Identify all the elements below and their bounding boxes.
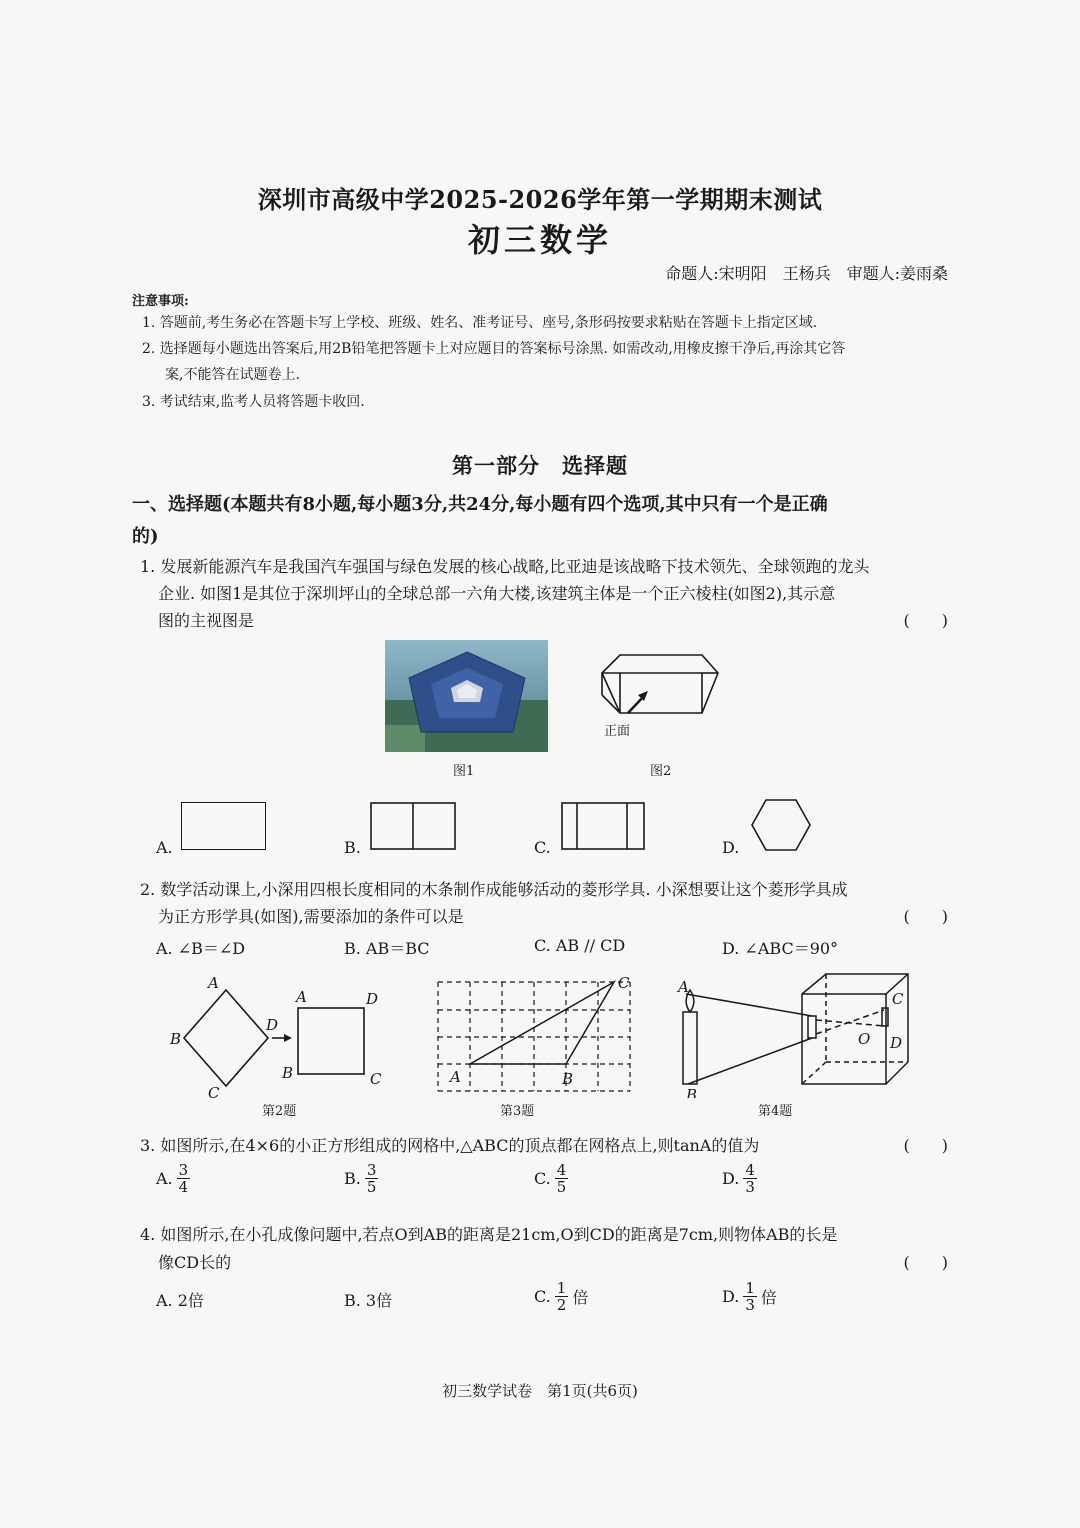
q4-answer-paren: ( ) [903, 1253, 948, 1272]
q3-grid-figure [430, 972, 640, 1097]
q4-caption: 第4题 [758, 1104, 793, 1119]
q3-option-a: A. $\frac{3}{4}$ [156, 1161, 189, 1196]
q4-label-c: C [892, 990, 904, 1008]
notice-item-1: 1. 答题前,考生务必在答题卡写上学校、班级、姓名、准考证号、座号,条形码按要求粘贴在答题卡上指定区域. [142, 315, 818, 331]
q2-label-a: A [208, 974, 219, 992]
subject-title: 初三数学 [467, 221, 612, 259]
q2-option-d: D. ∠ABC＝90° [722, 939, 839, 958]
q4-line-1: 4. 如图所示,在小孔成像问题中,若点O到AB的距离是21cm,O到CD的距离是7cm,则物体AB的长是 [140, 1225, 838, 1244]
q2-sq-label-d: D [366, 990, 379, 1008]
q4-option-c: C. $\frac{1}{2}$ 倍 [534, 1279, 589, 1314]
q3-option-d: D. $\frac{4}{3}$ [722, 1161, 755, 1196]
q2-line-2: 为正方形学具(如图),需要添加的条件可以是 [158, 907, 464, 926]
notice-item-2-cont: 案,不能答在试题卷上. [165, 367, 300, 383]
q4-line-2: 像CD长的 [158, 1253, 232, 1272]
q4-label-o: O [858, 1030, 871, 1048]
q4-option-a: A. 2倍 [156, 1291, 204, 1310]
q1-option-c-label: C. [534, 838, 551, 857]
q3-label-b: B [562, 1070, 574, 1088]
q2-option-a: A. ∠B＝∠D [156, 939, 246, 958]
q3-answer-paren: ( ) [903, 1136, 948, 1155]
q4-label-d: D [890, 1034, 903, 1052]
q2-option-c: C. AB // CD [534, 936, 626, 955]
q1-answer-paren: ( ) [903, 611, 948, 630]
q1-line-2: 企业. 如图1是其位于深圳坪山的全球总部一六角大楼,该建筑主体是一个正六棱柱(如图2),其示意 [158, 584, 836, 603]
q1-option-b-label: B. [344, 838, 361, 857]
q2-sq-label-c: C [370, 1070, 382, 1088]
q4-option-b: B. 3倍 [344, 1291, 393, 1310]
front-label: 正面 [604, 724, 631, 739]
authors-line: 命题人:宋明阳 王杨兵 审题人:姜雨桑 [665, 264, 948, 283]
q2-label-b: B [170, 1030, 182, 1048]
q4-label-a: A [678, 978, 689, 996]
part-heading-line2: 的) [132, 526, 159, 547]
section-title: 第一部分 选择题 [452, 453, 628, 478]
q1-option-c-shape [561, 802, 645, 850]
fig2-caption: 图2 [650, 764, 672, 779]
notice-item-3: 3. 考试结束,监考人员将答题卡收回. [142, 394, 365, 410]
q1-option-d-hexagon [750, 798, 812, 852]
q3-caption: 第3题 [500, 1104, 535, 1119]
q2-option-b: B. AB＝BC [344, 939, 430, 958]
q3-line: 3. 如图所示,在4×6的小正方形组成的网格中,△ABC的顶点都在网格点上,则tanA的值为 [140, 1136, 760, 1155]
q3-label-c: C [618, 974, 630, 992]
q1-line-3: 图的主视图是 [158, 611, 255, 630]
q2-sq-label-b: B [282, 1064, 294, 1082]
q3-label-a: A [450, 1068, 461, 1086]
notice-item-2: 2. 选择题每小题选出答案后,用2B铅笔把答题卡上对应题目的答案标号涂黑. 如需改动,用橡皮擦干净后,再涂其它答 [142, 341, 846, 357]
notice-heading: 注意事项: [132, 294, 189, 309]
q2-sq-label-a: A [296, 988, 307, 1006]
q2-label-c: C [208, 1084, 220, 1100]
q2-rhombus-square-figure [160, 970, 400, 1100]
q4-option-d: D. $\frac{1}{3}$ 倍 [722, 1279, 777, 1314]
q4-label-b: B [686, 1086, 698, 1098]
q1-line-1: 1. 发展新能源汽车是我国汽车强国与绿色发展的核心战略,比亚迪是该战略下技术领先、全球领跑的龙头 [140, 557, 870, 576]
q2-caption: 第2题 [262, 1104, 297, 1119]
q3-option-b: B. $\frac{3}{5}$ [344, 1161, 377, 1196]
building-photo [385, 640, 548, 752]
q2-line-1: 2. 数学活动课上,小深用四根长度相同的木条制作成能够活动的菱形学具. 小深想要让这个菱形学具成 [140, 880, 848, 899]
page-footer: 初三数学试卷 第1页(共6页) [442, 1382, 638, 1400]
q1-option-d-label: D. [722, 838, 740, 857]
q2-answer-paren: ( ) [903, 907, 948, 926]
fig1-caption: 图1 [453, 764, 475, 779]
q1-option-a-label: A. [156, 838, 173, 857]
q4-pinhole-figure [672, 968, 917, 1098]
q2-label-d: D [266, 1016, 279, 1034]
exam-title: 深圳市高级中学2025-2026学年第一学期期末测试 [257, 185, 823, 214]
q1-option-a-shape [181, 802, 266, 850]
part-heading-line1: 一、选择题(本题共有8小题,每小题3分,共24分,每小题有四个选项,其中只有一个是正确 [132, 494, 828, 515]
q1-option-b-shape [370, 802, 456, 850]
q3-option-c: C. $\frac{4}{5}$ [534, 1161, 567, 1196]
